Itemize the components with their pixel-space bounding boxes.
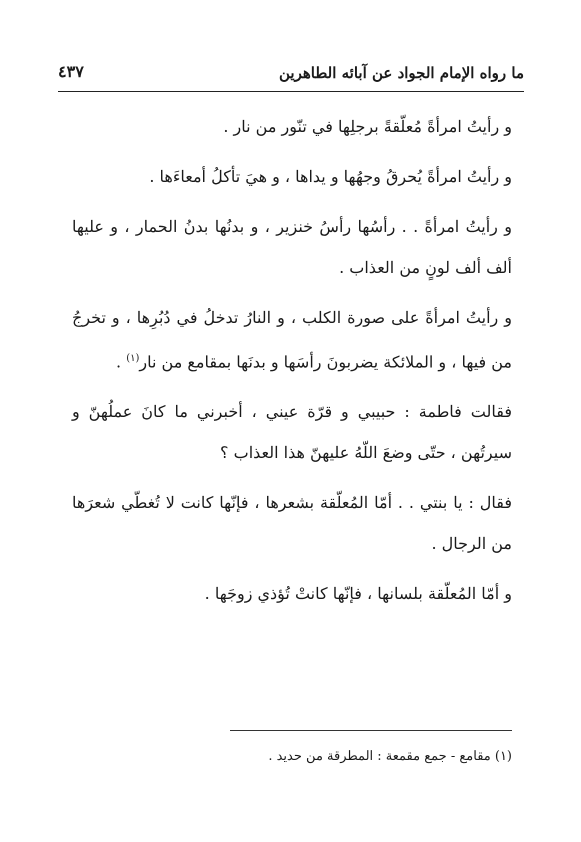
footnote: (١) مقامع - جمع مقمعة : المطرقة من حديد . [268, 749, 512, 764]
paragraph-4: و رأيتُ امرأةً على صورة الكلب ، و النارُ تدخلُ في دُبُرِها ، و تخرجُ من فيها ، و الملائكة يضربونَ رأسَها و بدنَها بمقامع من نار$^{(١)}$ . [72, 308, 512, 372]
paragraph-1: و رأيتُ امرأةً مُعلّقةً برجلِها في تنّور من نار . [223, 117, 512, 136]
page-number: ٤٣٧ [58, 62, 84, 81]
paragraph-3: و رأيتُ امرأةً . . رأسُها رأسُ خنزير ، و بدنُها بدنُ الحمار ، و عليها ألف ألف لونٍ من العذاب . [72, 217, 512, 277]
paragraph-5: فقالت فاطمة : حبيبي و قرّة عيني ، أخبرني ما كانَ عملُهنّ و سيرتُهن ، حتّى وضعَ اللّهُ عليهنّ هذا العذاب ؟ [72, 402, 512, 463]
footnote-reference[interactable]: (١) [126, 353, 140, 364]
paragraph-4-text: و رأيتُ امرأةً على صورة الكلب ، و النارُ تدخلُ في دُبُرِها ، و تخرجُ من فيها ، و الملائكة يضربونَ رأسَها و بدنَها بمقامع من نار [72, 308, 512, 372]
paragraph-6: فقال : يا بنتي . . أمّا المُعلّقة بشعرها ، فإنّها كانت لا تُغطّي شعرَها من الرجال . [72, 493, 512, 554]
header-rule [58, 91, 524, 92]
paragraph-7: و أمّا المُعلّقة بلسانها ، فإنّها كانتْ تُؤذي زوجَها . [204, 584, 512, 604]
footnote-separator [230, 730, 512, 731]
page-header [58, 58, 524, 92]
paragraph-2: و رأيتُ امرأةً يُحرقُ وجهُها و يداها ، و هيَ تأكلُ أمعاءَها . [149, 167, 512, 186]
body-text [72, 106, 512, 623]
running-title: ما رواه الإمام الجواد عن آبائه الطاهرين [279, 64, 524, 82]
